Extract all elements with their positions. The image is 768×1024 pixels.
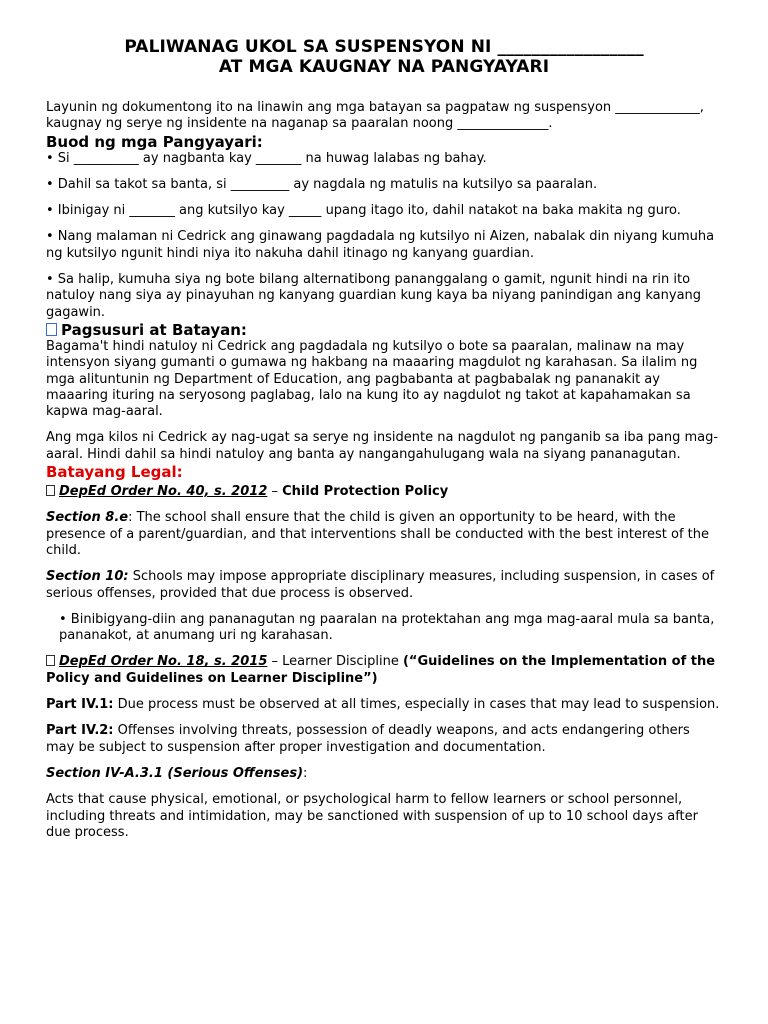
deped-order-18-name: DepEd Order No. 18, s. 2015 (59, 654, 268, 670)
section-10-label: Section 10: (46, 569, 129, 585)
part-iv-2 (46, 723, 722, 756)
buod-heading: Buod ng mga Pangyayari: (46, 132, 263, 151)
buod-item: • Sa halip, kumuha siya ng bote bilang alternatibong pananggalang o gamit, ngunit hindi na rin ito natuloy nang siya ay pinayuhan ng kanyang guardian kung kaya ba niyang panindigan ang kanyang gagawin. (46, 272, 702, 320)
pagsusuri-paragraph: Ang mga kilos ni Cedrick ay nag-ugat sa serye ng insidente na nagdulot ng panganib sa iba pang mag-aaral. Hindi dahil sa hindi natuloy ang banta ay nangangahulugang wala na siyang pananagutan. (46, 430, 719, 462)
missing-glyph-icon (46, 323, 57, 336)
deped-order-40-title: Child Protection Policy (282, 484, 449, 500)
order-dash: – (267, 484, 283, 500)
deped-order-18-plain: Learner Discipline (282, 654, 403, 670)
missing-glyph-icon (46, 485, 55, 496)
part-iv-2-text: Offenses involving threats, possession of deadly weapons, and acts endangering others may be subject to suspension after proper investigation and documentation. (46, 723, 690, 755)
title-line-2: AT MGA KAUGNAY NA PANGYAYARI (218, 57, 550, 77)
buod-item: • Dahil sa takot sa banta, si _________ ay nagdala ng matulis na kutsilyo sa paaralan. (46, 176, 598, 192)
part-iv-1-text: Due process must be observed at all times, especially in cases that may lead to suspension. (113, 697, 720, 713)
part-iv-1 (46, 697, 722, 713)
section-8e (46, 510, 722, 559)
deped-order-40-name: DepEd Order No. 40, s. 2012 (59, 484, 268, 500)
title-line-1: PALIWANAG UKOL SA SUSPENSYON NI _________________ (124, 37, 644, 57)
legal-bullet: • Binibigyang-diin ang pananagutan ng paaralan na protektahan ang mga mag-aaral mula sa banta, pananakot, at anumang uri ng karahasan. (59, 611, 715, 644)
section-10-text: Schools may impose appropriate disciplinary measures, including suspension, in cases of serious offenses, provided that due process is observed. (46, 569, 715, 601)
buod-item: • Ibinigay ni _______ ang kutsilyo kay _____ upang itago ito, dahil natakot na baka makita ng guro. (46, 203, 681, 219)
pagsusuri-paragraph: Bagama't hindi natuloy ni Cedrick ang pagdadala ng kutsilyo o bote sa paaralan, malinaw na may intensyon siyang gumanti o gumawa ng hakbang na maaaring magdulot ng karahasan. Sa ilalim ng mga alituntunin ng Department of Education, ang pagbabanta at pagbabalak ng pananakit ay maaaring ituring na seryosong paglabag, lalo na kung ito ay nagdulot ng takot at kapahamakan sa kapwa mag-aaral. (46, 338, 698, 420)
section-10 (46, 569, 722, 602)
section-8e-text: : The school shall ensure that the child is given an opportunity to be heard, with the presence of a parent/guardian, and that interventions shall be conducted with the best interest of the child. (46, 510, 710, 558)
part-iv-2-label: Part IV.2: (46, 723, 114, 739)
buod-item: • Nang malaman ni Cedrick ang ginawang pagdadala ng kutsilyo ni Aizen, nabalak din niyang kumuha ng kutsilyo ngunit hindi niya ito nakuha dahil itinago ng kanyang guardian. (46, 229, 715, 261)
section-iv-a31-label: Section IV-A.3.1 (Serious Offenses) (46, 765, 304, 781)
deped-order-18-title: (“Guidelines on the Implementation of the Policy and Guidelines on Learner Discipline”) (46, 654, 716, 686)
missing-glyph-icon (46, 655, 55, 666)
legal-heading: Batayang Legal: (46, 463, 183, 482)
order-dash: – (267, 654, 283, 670)
document-title (46, 37, 722, 77)
section-iv-a31 (46, 766, 722, 782)
serious-offenses-paragraph: Acts that cause physical, emotional, or psychological harm to fellow learners or school personnel, including threats and intimidation, may be sanctioned with suspension of up to 10 school days after due process. (46, 792, 698, 840)
section-8e-label: Section 8.e (46, 510, 129, 526)
pagsusuri-heading (46, 321, 722, 339)
pagsusuri-heading-text: Pagsusuri at Batayan: (61, 320, 247, 339)
part-iv-1-label: Part IV.1: (46, 697, 114, 713)
buod-item: • Si __________ ay nagbanta kay _______ na huwag lalabas ng bahay. (46, 150, 487, 166)
intro-paragraph: Layunin ng dokumentong ito na linawin ang mga batayan sa pagpataw ng suspensyon _____________, kaugnay ng serye ng insidente na naganap sa paaralan noong ______________. (46, 100, 704, 132)
section-iv-a31-colon: : (303, 765, 308, 781)
deped-order-18-line (46, 654, 722, 687)
deped-order-40-line (46, 484, 722, 500)
